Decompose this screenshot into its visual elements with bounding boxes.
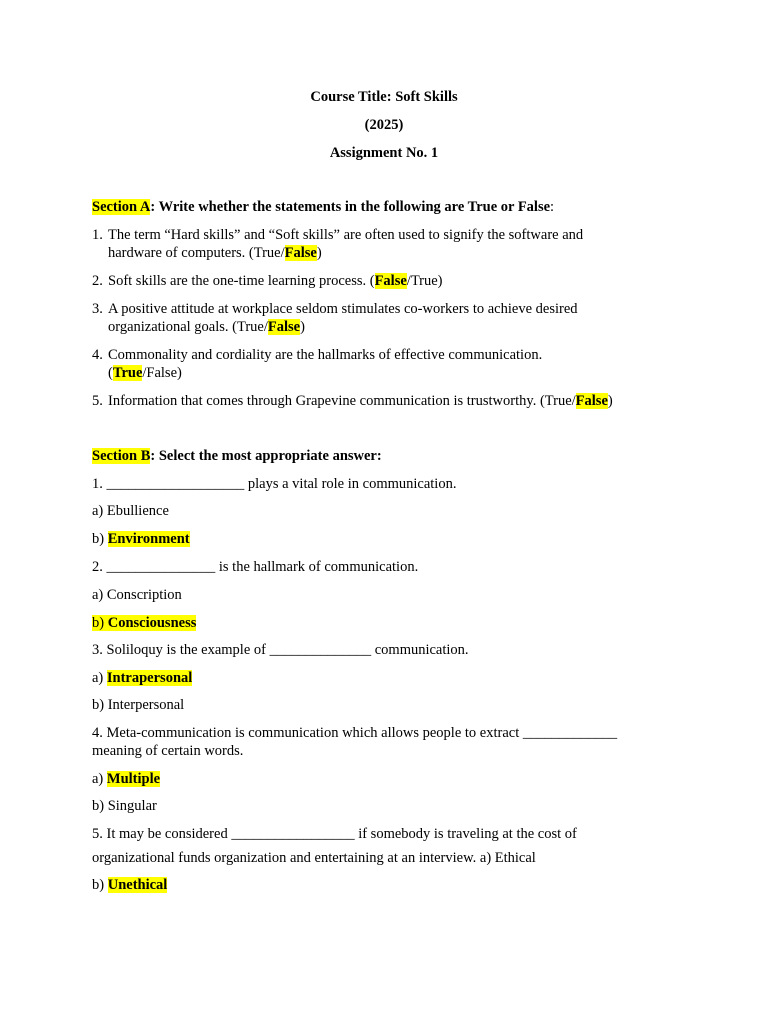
section-b-q5-line2: organizational funds organization and entertaining at an interview. a) Ethical	[92, 850, 536, 866]
highlighted-answer: False	[284, 245, 317, 261]
option-prefix: b)	[92, 615, 108, 631]
q-number: 4.	[92, 347, 103, 363]
section-b-q2-option-a: a) Conscription	[92, 587, 182, 603]
q-number: 1.	[92, 227, 103, 243]
option-prefix: a)	[92, 771, 107, 787]
highlighted-answer: False	[374, 273, 407, 289]
q-text: A positive attitude at workplace seldom stimulates co-workers to achieve desired	[108, 301, 578, 317]
highlighted-answer: False	[267, 319, 301, 335]
section-a-q4-line2	[108, 364, 182, 382]
section-a-colon: :	[550, 199, 555, 215]
section-a-q5	[92, 392, 613, 410]
section-b-q4-line2: meaning of certain words.	[92, 743, 244, 759]
section-b-q4-option-b: b) Singular	[92, 798, 157, 814]
option-prefix: a)	[92, 670, 107, 686]
course-title: Course Title: Soft Skills	[310, 89, 458, 105]
section-b-q4-option-a	[92, 770, 160, 788]
course-year: (2025)	[364, 117, 404, 133]
q-text: organizational goals. (True/	[108, 319, 268, 335]
q-text: Soft skills are the one-time learning process. (	[108, 273, 375, 289]
section-b-q3-option-b: b) Interpersonal	[92, 697, 185, 713]
highlighted-answer: Multiple	[106, 771, 161, 787]
assignment-title: Assignment No. 1	[329, 145, 439, 161]
section-a-label: Section A	[92, 199, 151, 215]
q-text: )	[300, 319, 305, 335]
q-number: 2.	[92, 273, 103, 289]
q-text: Information that comes through Grapevine communication is trustworthy. (True/	[108, 393, 576, 409]
option-prefix: b)	[92, 877, 108, 893]
highlighted-answer: Unethical	[107, 877, 168, 893]
section-b-instruction: : Select the most appropriate answer:	[150, 448, 382, 464]
section-b-q4-line1: 4. Meta-communication is communication which allows people to extract _____________	[92, 725, 618, 741]
q-number: 5.	[92, 393, 103, 409]
q-text: )	[607, 393, 613, 409]
highlighted-answer: False	[575, 393, 608, 409]
q-number: 3.	[92, 301, 103, 317]
option-prefix: b)	[92, 531, 108, 547]
section-b-q2-option-b	[92, 614, 196, 632]
section-b-q3-option-a	[92, 669, 192, 687]
q-text: The term “Hard skills” and “Soft skills” are often used to signify the software and	[108, 227, 584, 243]
q-text: hardware of computers. (True/	[108, 245, 285, 261]
section-b-q5-option-b	[92, 876, 167, 894]
section-a-q1-line1	[92, 226, 583, 244]
highlighted-answer: Environment	[107, 531, 190, 547]
section-b-q2: 2. _______________ is the hallmark of communication.	[92, 559, 419, 575]
section-b-heading	[92, 447, 382, 465]
q-text: /False)	[142, 365, 182, 381]
section-a-q1-line2	[108, 244, 322, 262]
highlighted-answer: Consciousness	[107, 615, 197, 631]
section-b-q1-option-a: a) Ebullience	[92, 503, 169, 519]
section-b-q1-option-b	[92, 530, 190, 548]
section-b-q3: 3. Soliloquy is the example of ______________ communication.	[92, 642, 469, 658]
q-text: Commonality and cordiality are the hallmarks of effective communication.	[108, 347, 543, 363]
section-b-q1: 1. ___________________ plays a vital role in communication.	[92, 476, 457, 492]
section-b-label: Section B	[92, 448, 151, 464]
section-a-q2	[92, 272, 443, 290]
q-text: /True)	[406, 273, 443, 289]
section-a-q4-line1	[92, 346, 542, 364]
section-a-heading	[92, 198, 554, 216]
section-a-q3-line2	[108, 318, 305, 336]
highlighted-answer: Intrapersonal	[106, 670, 193, 686]
q-text: )	[316, 245, 322, 261]
highlighted-answer: True	[112, 365, 143, 381]
section-a-instruction: : Write whether the statements in the following are True or False	[150, 199, 551, 215]
section-a-q3-line1	[92, 300, 578, 318]
section-b-q5-line1: 5. It may be considered _________________ if somebody is traveling at the cost of	[92, 826, 577, 842]
q-text: (	[108, 365, 113, 381]
